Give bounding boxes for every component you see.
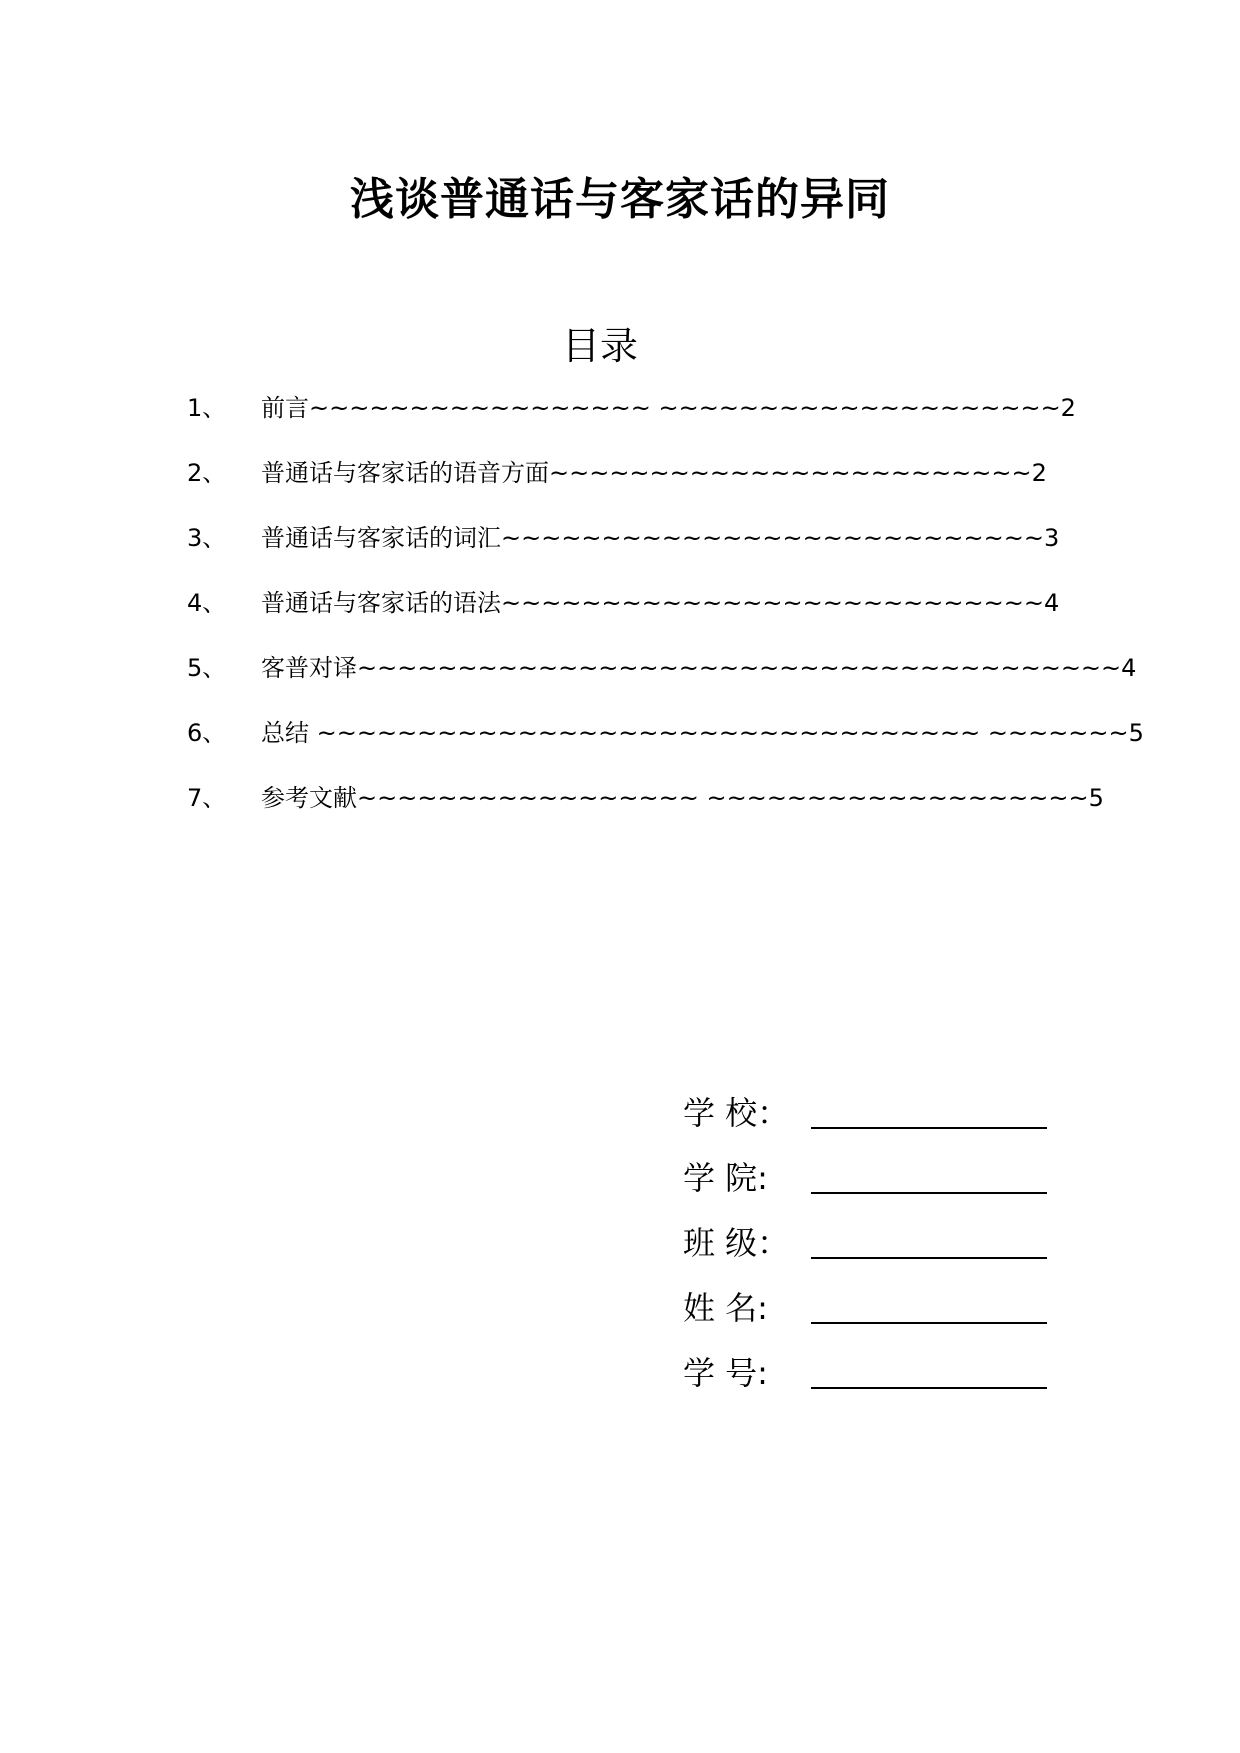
toc-item-6 [187, 715, 1144, 780]
toc-item-number: 5、 [187, 654, 227, 682]
toc-item-number: 3、 [187, 524, 227, 552]
info-row-college [683, 1135, 1063, 1200]
toc-item-number: 1、 [187, 394, 227, 422]
toc-item-text: 总结 ~~~~~~~~~~~~~~~~~~~~~~~~~~~~~~~~~ ~~~~~~~5 [261, 719, 1144, 747]
document-title: 浅谈普通话与客家话的异同 [350, 174, 890, 225]
toc-item-text: 普通话与客家话的语法~~~~~~~~~~~~~~~~~~~~~~~~~~~4 [261, 589, 1060, 617]
toc-item-text: 普通话与客家话的词汇~~~~~~~~~~~~~~~~~~~~~~~~~~~3 [261, 524, 1060, 552]
name-blank-line[interactable] [811, 1284, 1047, 1324]
toc-item-3 [187, 520, 1060, 585]
toc-heading: 目录 [561, 324, 638, 368]
info-row-student-id [683, 1330, 1063, 1395]
info-label: 姓 名: [683, 1289, 768, 1327]
toc-item-7 [187, 780, 1104, 845]
toc-item-text: 前言~~~~~~~~~~~~~~~~~ ~~~~~~~~~~~~~~~~~~~~2 [261, 394, 1076, 422]
class-blank-line[interactable] [811, 1219, 1047, 1259]
college-blank-line[interactable] [811, 1154, 1047, 1194]
student-id-blank-line[interactable] [811, 1349, 1047, 1389]
info-label: 学 号: [683, 1354, 768, 1392]
toc-item-text: 普通话与客家话的语音方面~~~~~~~~~~~~~~~~~~~~~~~~2 [261, 459, 1047, 487]
toc-item-number: 2、 [187, 459, 227, 487]
info-row-name [683, 1265, 1063, 1330]
info-label: 班 级： [683, 1224, 790, 1262]
school-blank-line[interactable] [811, 1089, 1047, 1129]
toc-item-number: 7、 [187, 784, 227, 812]
info-row-class [683, 1200, 1063, 1265]
student-info-block [683, 1070, 1063, 1395]
info-label: 学 院: [683, 1159, 768, 1197]
info-label: 学 校： [683, 1094, 790, 1132]
toc-item-text: 客普对译~~~~~~~~~~~~~~~~~~~~~~~~~~~~~~~~~~~~~~4 [261, 654, 1137, 682]
toc-item-2 [187, 455, 1047, 520]
info-row-school [683, 1070, 1063, 1135]
toc-item-number: 6、 [187, 719, 227, 747]
table-of-contents [187, 390, 1144, 845]
toc-item-4 [187, 585, 1060, 650]
toc-item-1 [187, 390, 1076, 455]
toc-item-5 [187, 650, 1137, 715]
toc-item-text: 参考文献~~~~~~~~~~~~~~~~~ ~~~~~~~~~~~~~~~~~~~5 [261, 784, 1104, 812]
toc-item-number: 4、 [187, 589, 227, 617]
